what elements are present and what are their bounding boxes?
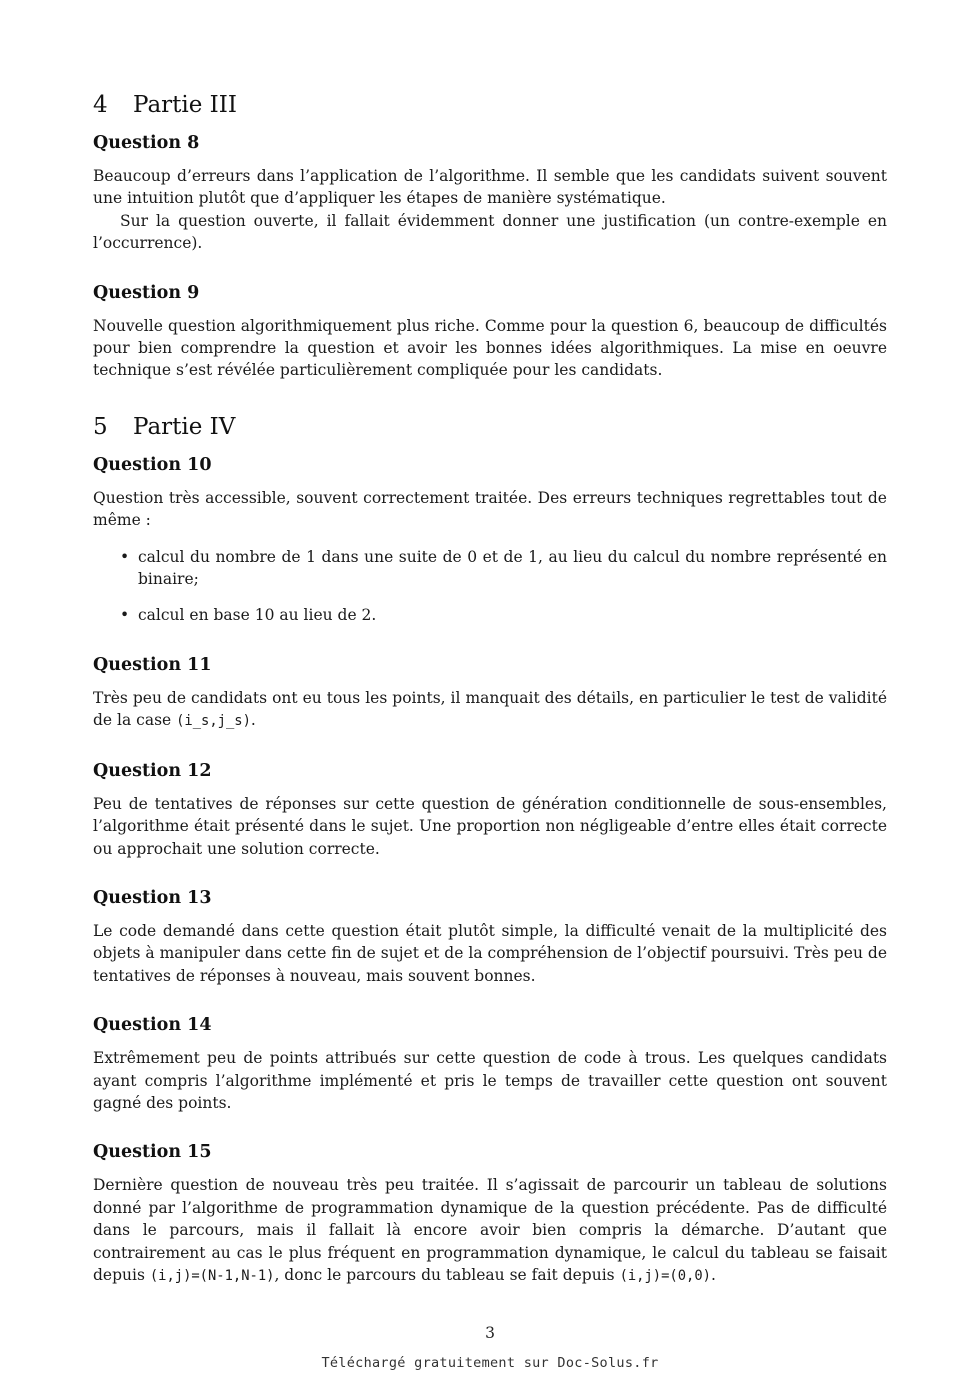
bullet-icon: •: [120, 547, 130, 566]
section-title: Partie IV: [133, 413, 236, 440]
document-page: [93, 88, 887, 1287]
question-13-heading: Question 13: [93, 887, 212, 908]
question-15-code-1: (i,j)=(N-1,N-1): [149, 1267, 275, 1284]
section-heading-partie-iii: [93, 88, 887, 122]
list-item: [93, 546, 887, 591]
question-14-paragraph: Extrêmement peu de points attribués sur cette question de code à trous. Les quelques candidats ayant compris l’algorithme implémenté et pris le temps de travailler cette question ont souvent gagné des points.: [93, 1049, 887, 1112]
list-item-text: calcul en base 10 au lieu de 2.: [138, 606, 377, 625]
question-15-code-2: (i,j)=(0,0): [619, 1267, 711, 1284]
section-number: 4: [93, 92, 108, 118]
question-9-heading: Question 9: [93, 282, 200, 303]
question-11-text-end: .: [250, 711, 256, 730]
section-title: Partie III: [133, 92, 237, 118]
question-15-text: Dernière question de nouveau très peu traitée. Il s’agissait de parcourir un tableau de solutions donné par l’algorithme de programmation dynamique de la question précédente. Pas de difficulté dans le parcours, mais il fallait là encore avoir bien compris la démarche. D’autant que contrairement au cas le plus fréquent en programmation dynamique, le calcul du tableau se faisait depuis: [93, 1176, 887, 1284]
list-item-text: calcul du nombre de 1 dans une suite de 0 et de 1, au lieu du calcul du nombre représenté en binaire;: [138, 547, 887, 589]
question-15-text-mid: , donc le parcours du tableau se fait depuis: [274, 1265, 620, 1284]
question-10-paragraph: Question très accessible, souvent correctement traitée. Des erreurs techniques regrettables tout de même :: [93, 488, 887, 530]
question-11-text: Très peu de candidats ont eu tous les points, il manquait des détails, en particulier le test de validité de la case: [93, 688, 887, 730]
question-11-paragraph: [93, 687, 887, 733]
list-item: [93, 604, 887, 626]
question-15-paragraph: [93, 1174, 887, 1287]
question-8-heading: Question 8: [93, 133, 200, 153]
question-8-paragraph-1: Beaucoup d’erreurs dans l’application de l’algorithme. Il semble que les candidats suivent souvent une intuition plutôt que d’appliquer les étapes de manière systématique.: [93, 167, 887, 208]
bullet-icon: •: [120, 606, 130, 625]
question-13-paragraph: Le code demandé dans cette question était plutôt simple, la difficulté venait de la multiplicité des objets à manipuler dans cette fin de sujet et de la compréhension de l’objectif poursuivi. Très peu de tentatives de réponses à nouveau, mais souvent bonnes.: [93, 921, 887, 985]
question-9-paragraph: Nouvelle question algorithmiquement plus riche. Comme pour la question 6, beaucoup de difficultés pour bien comprendre la question et avoir les bonnes idées algorithmiques. La mise en oeuvre technique s’est révélée particulièrement compliquée pour les candidats.: [93, 316, 887, 380]
section-heading-partie-iv: [93, 410, 887, 444]
question-12-heading: Question 12: [93, 760, 212, 781]
question-14-heading: Question 14: [93, 1015, 212, 1036]
question-8-paragraph-2: Sur la question ouverte, il fallait évidemment donner une justification (un contre-exemple en l’occurrence).: [93, 211, 887, 253]
question-11-heading: Question 11: [93, 654, 212, 675]
question-12-paragraph: Peu de tentatives de réponses sur cette question de génération conditionnelle de sous-ensembles, l’algorithme était présenté dans le sujet. Une proportion non négligeable d’entre elles était correcte ou approchait une solution correcte.: [93, 794, 887, 858]
question-15-heading: Question 15: [93, 1142, 212, 1163]
page-number: 3: [485, 1324, 495, 1342]
section-number: 5: [93, 413, 108, 440]
question-15-text-end: .: [710, 1265, 716, 1284]
question-10-bullet-list: [93, 546, 887, 627]
question-11-code: (i_s,j_s): [176, 713, 251, 730]
question-10-heading: Question 10: [93, 454, 212, 475]
download-footer: Téléchargé gratuitement sur Doc-Solus.fr: [321, 1355, 659, 1371]
